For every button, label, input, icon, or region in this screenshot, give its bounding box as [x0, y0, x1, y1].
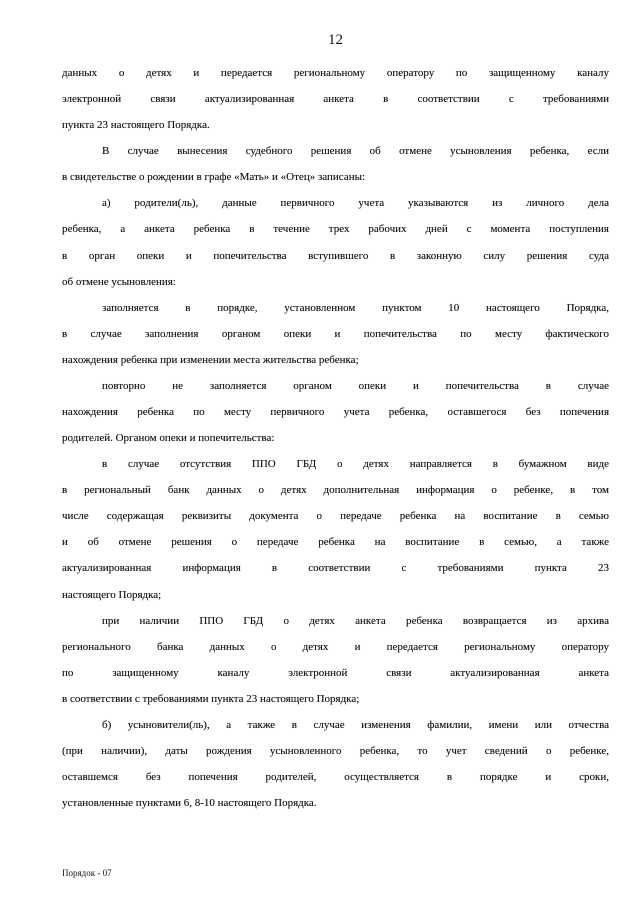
text-line: В случае вынесения судебного решения об отмене усыновления ребенка, если — [102, 145, 609, 158]
text-line: в случае заполнения органом опеки и попечительства по месту фактического — [62, 327, 609, 340]
text-line: числе содержащая реквизиты документа о передаче ребенка на воспитание в семью — [62, 510, 609, 523]
document-code-footer: Порядок - 07 — [62, 868, 112, 878]
text-line: оставшемся без попечения родителей, осуществляется в порядке и сроки, — [62, 771, 609, 784]
text-line: по защищенному каналу электронной связи актуализированная анкета — [62, 666, 609, 679]
text-line: повторно не заполняется органом опеки и попечительства в случае — [102, 379, 609, 392]
text-line: нахождения ребенка по месту первичного учета ребенка, оставшегося без попечения — [62, 406, 609, 419]
text-line: в случае отсутствия ППО ГБД о детях направляется в бумажном виде — [102, 458, 609, 471]
text-line: при наличии ППО ГБД о детях анкета ребенка возвращается из архива — [102, 614, 609, 627]
text-line: (при наличии), даты рождения усыновленного ребенка, то учет сведений о ребенке, — [62, 745, 609, 758]
paragraph — [62, 712, 609, 816]
text-line: данных о детях и передается региональному оператору по защищенному каналу — [62, 67, 609, 79]
text-line: регионального банка данных о детях и передается региональному оператору — [62, 640, 609, 653]
paragraph — [62, 451, 609, 607]
text-line: в региональный банк данных о детях дополнительная информация о ребенке, в том — [62, 484, 609, 497]
text-line: и об отмене решения о передаче ребенка на воспитание в семью, а также — [62, 536, 609, 549]
text-line: а) родители(ль), данные первичного учета указываются из личного дела — [102, 197, 609, 210]
text-line: ребенка, а анкета ребенка в течение трех рабочих дней с момента поступления — [62, 223, 609, 236]
text-line: установленные пунктами 6, 8-10 настоящего Порядка. — [62, 797, 317, 810]
page-number: 12 — [328, 32, 343, 48]
paragraph — [62, 608, 609, 712]
paragraph — [62, 138, 609, 190]
text-line: нахождения ребенка при изменении места жительства ребенка; — [62, 353, 359, 366]
text-line: в орган опеки и попечительства вступившего в законную силу решения суда — [62, 249, 609, 262]
text-line: актуализированная информация в соответствии с требованиями пункта 23 — [62, 562, 609, 575]
paragraph — [62, 60, 609, 138]
text-line: родителей. Органом опеки и попечительства: — [62, 432, 275, 445]
text-line: б) усыновители(ль), а также в случае изменения фамилии, имени или отчества — [102, 718, 609, 731]
paragraph — [62, 190, 609, 294]
paragraph — [62, 295, 609, 373]
text-line: об отмене усыновления: — [62, 275, 176, 288]
text-line: в свидетельстве о рождении в графе «Мать» и «Отец» записаны: — [62, 171, 366, 184]
text-line: электронной связи актуализированная анкета в соответствии с требованиями — [62, 93, 609, 106]
text-line: настоящего Порядка; — [62, 588, 162, 601]
paragraph — [62, 373, 609, 451]
text-line: пункта 23 настоящего Порядка. — [62, 119, 210, 132]
text-line: в соответствии с требованиями пункта 23 настоящего Порядка; — [62, 692, 360, 705]
document-body — [62, 60, 609, 816]
text-line: заполняется в порядке, установленном пунктом 10 настоящего Порядка, — [102, 301, 609, 314]
